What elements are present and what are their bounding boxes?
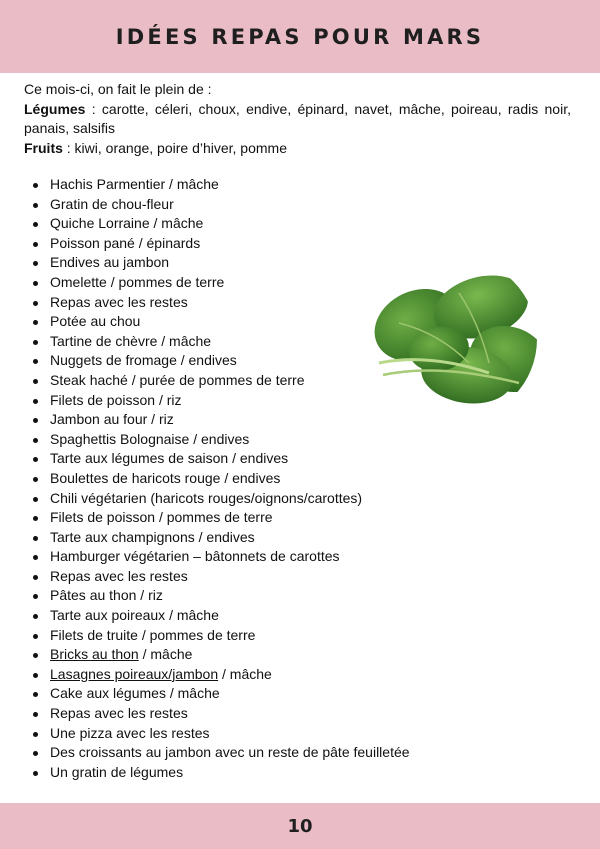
page-title: IDÉES REPAS POUR MARS: [115, 24, 485, 49]
meal-text: Un gratin de légumes: [50, 763, 184, 780]
meal-text: Filets de truite / pommes de terre: [50, 626, 256, 643]
meal-text: Poisson pané / épinards: [50, 234, 201, 251]
meal-item: [24, 469, 410, 489]
meal-text: Gratin de chou-fleur: [50, 195, 174, 212]
meal-item: [24, 606, 410, 626]
meal-text: Repas avec les restes: [50, 293, 188, 310]
meal-item: [24, 449, 410, 469]
meal-text: Tarte aux champignons / endives: [50, 528, 255, 545]
meal-text: Quiche Lorraine / mâche: [50, 215, 204, 232]
page-number: 10: [287, 815, 313, 837]
meal-item: [24, 214, 410, 234]
meal-item: [24, 410, 410, 430]
meal-item: [24, 293, 410, 313]
meal-item: [24, 626, 410, 646]
header-band: [0, 0, 600, 73]
meal-item: [24, 351, 410, 371]
vegetables-text: : carotte, céleri, choux, endive, épinard, navet, mâche, poireau, radis noir, panais, salsifis: [24, 100, 571, 137]
meal-item: [24, 234, 410, 254]
meal-item: [24, 684, 410, 704]
meal-text: / mâche: [138, 646, 193, 663]
meal-item: [24, 371, 410, 391]
meal-text: Jambon au four / riz: [50, 411, 174, 428]
meal-text: Pâtes au thon / riz: [50, 587, 163, 604]
meal-item: [24, 547, 410, 567]
fruits-label: Fruits: [24, 139, 63, 156]
meal-link[interactable]: Bricks au thon: [50, 646, 139, 663]
meal-text: Repas avec les restes: [50, 705, 188, 722]
meal-text: Repas avec les restes: [50, 567, 188, 584]
meal-item: [24, 645, 410, 665]
meal-item: [24, 704, 410, 724]
vegetables-line: [24, 100, 571, 139]
meal-item: [24, 665, 410, 685]
meal-text: Boulettes de haricots rouge / endives: [50, 469, 281, 486]
meal-text: Filets de poisson / pommes de terre: [50, 509, 273, 526]
meal-text: Tarte aux légumes de saison / endives: [50, 450, 289, 467]
meal-text: Potée au chou: [50, 313, 141, 330]
meal-item: [24, 567, 410, 587]
meal-item: [24, 489, 410, 509]
meal-text: Chili végétarien (haricots rouges/oignons/carottes): [50, 489, 363, 506]
meal-text: Tartine de chèvre / mâche: [50, 332, 212, 349]
meal-text: Hachis Parmentier / mâche: [50, 176, 219, 192]
intro-block: [24, 80, 571, 158]
meal-link[interactable]: Lasagnes poireaux/jambon: [50, 665, 219, 682]
meal-text: Une pizza avec les restes: [50, 724, 210, 741]
meal-text: Des croissants au jambon avec un reste de pâte feuilletée: [50, 744, 410, 761]
meal-item: [24, 763, 410, 783]
meal-text: Nuggets de fromage / endives: [50, 352, 237, 369]
meal-text: Hamburger végétarien – bâtonnets de carottes: [50, 548, 340, 565]
vegetables-label: Légumes: [24, 100, 86, 117]
meal-text: Steak haché / purée de pommes de terre: [50, 371, 305, 388]
meal-item: [24, 743, 410, 763]
meal-item: [24, 312, 410, 332]
meal-item: [24, 273, 410, 293]
meal-item: [24, 528, 410, 548]
fruits-text: : kiwi, orange, poire d’hiver, pomme: [62, 139, 287, 156]
footer-band: [0, 803, 600, 849]
meal-list: [24, 175, 410, 782]
meal-item: [24, 391, 410, 411]
meal-item: [24, 724, 410, 744]
meal-text: Cake aux légumes / mâche: [50, 685, 220, 702]
meal-item: [24, 586, 410, 606]
meal-text: Omelette / pommes de terre: [50, 273, 225, 290]
meal-item: [24, 332, 410, 352]
meal-item: [24, 253, 410, 273]
intro-line: Ce mois-ci, on fait le plein de :: [24, 81, 212, 97]
meal-item: [24, 195, 410, 215]
meal-item: [24, 430, 410, 450]
spinach-image: [369, 263, 541, 415]
meal-item: [24, 175, 410, 195]
meal-text: / mâche: [218, 665, 272, 682]
meal-item: [24, 508, 410, 528]
meal-text: Tarte aux poireaux / mâche: [50, 607, 219, 624]
fruits-line: [24, 139, 571, 159]
meal-text: Endives au jambon: [50, 254, 170, 271]
meal-text: Filets de poisson / riz: [50, 391, 182, 408]
meal-text: Spaghettis Bolognaise / endives: [50, 430, 250, 447]
